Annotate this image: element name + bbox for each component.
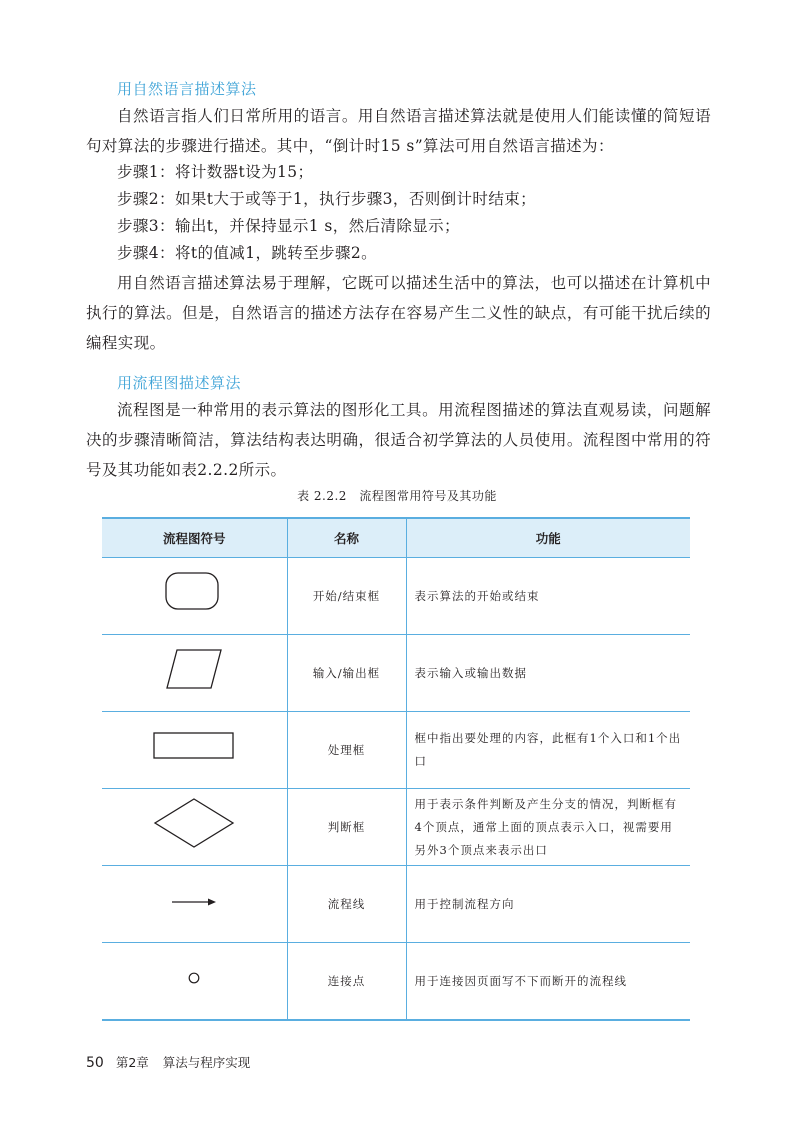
symbol-cell [102, 789, 287, 866]
table-row [102, 866, 690, 943]
table-row [102, 635, 690, 712]
step-4: 步骤4：将t的值减1，跳转至步骤2。 [117, 244, 378, 262]
symbol-cell [102, 712, 287, 789]
chapter-label: 第2章 [115, 1055, 149, 1070]
io-parallelogram-icon [164, 647, 224, 691]
section-heading-natural-language: 用自然语言描述算法 [117, 80, 257, 98]
symbol-function: 用于表示条件判断及产生分支的情况，判断框有4个顶点，通常上面的顶点表示入口，视需要用另外3个顶点来表示出口 [406, 789, 690, 866]
table-row [102, 558, 690, 635]
table-row [102, 943, 690, 1021]
step-2: 步骤2：如果t大于或等于1，执行步骤3，否则倒计时结束； [117, 190, 537, 208]
symbol-cell [102, 866, 287, 943]
symbol-cell [102, 558, 287, 635]
symbol-cell [102, 635, 287, 712]
header-symbol: 流程图符号 [102, 518, 287, 558]
symbol-name: 开始/结束框 [287, 558, 406, 635]
paragraph-flowchart-intro: 流程图是一种常用的表示算法的图形化工具。用流程图描述的算法直观易读，问题解决的步骤清晰简洁，算法结构表达明确，很适合初学算法的人员使用。流程图中常用的符号及其功能如表2.2.2所示。 [86, 401, 711, 479]
paragraph-natural-language-pros-cons: 用自然语言描述算法易于理解，它既可以描述生活中的算法，也可以描述在计算机中执行的算法。但是，自然语言的描述方法存在容易产生二义性的缺点，有可能干扰后续的编程实现。 [86, 274, 711, 352]
symbol-function: 框中指出要处理的内容，此框有1个入口和1个出口 [406, 712, 690, 789]
flow-line-arrow-icon [170, 896, 218, 908]
symbol-function: 表示算法的开始或结束 [406, 558, 690, 635]
process-rectangle-icon [152, 731, 236, 761]
table-row [102, 712, 690, 789]
connector-circle-icon [187, 971, 201, 985]
step-3: 步骤3：输出t，并保持显示1 s，然后清除显示； [117, 217, 460, 235]
symbol-name: 流程线 [287, 866, 406, 943]
table-caption: 表 2.2.2 流程图常用符号及其功能 [297, 489, 497, 503]
page-number: 50 [86, 1055, 104, 1071]
symbol-function: 用于控制流程方向 [406, 866, 690, 943]
section-heading-flowchart: 用流程图描述算法 [117, 374, 242, 392]
chapter-title: 算法与程序实现 [162, 1055, 251, 1070]
symbol-name: 输入/输出框 [287, 635, 406, 712]
symbol-name: 判断框 [287, 789, 406, 866]
table-header-row [102, 518, 690, 558]
paragraph-natural-language-intro: 自然语言指人们日常所用的语言。用自然语言描述算法就是使用人们能读懂的简短语句对算法的步骤进行描述。其中，“倒计时15 s”算法可用自然语言描述为： [86, 107, 711, 155]
table-row [102, 789, 690, 866]
flowchart-symbols-table [102, 517, 690, 1021]
decision-diamond-icon [153, 797, 235, 849]
page-footer [86, 1053, 250, 1071]
symbol-function: 用于连接因页面写不下而断开的流程线 [406, 943, 690, 1021]
symbol-name: 连接点 [287, 943, 406, 1021]
header-name: 名称 [287, 518, 406, 558]
step-1: 步骤1：将计数器t设为15； [117, 163, 314, 181]
symbol-name: 处理框 [287, 712, 406, 789]
symbol-cell [102, 943, 287, 1021]
terminal-rounded-rect-icon [164, 571, 224, 613]
header-function: 功能 [406, 518, 690, 558]
symbol-function: 表示输入或输出数据 [406, 635, 690, 712]
